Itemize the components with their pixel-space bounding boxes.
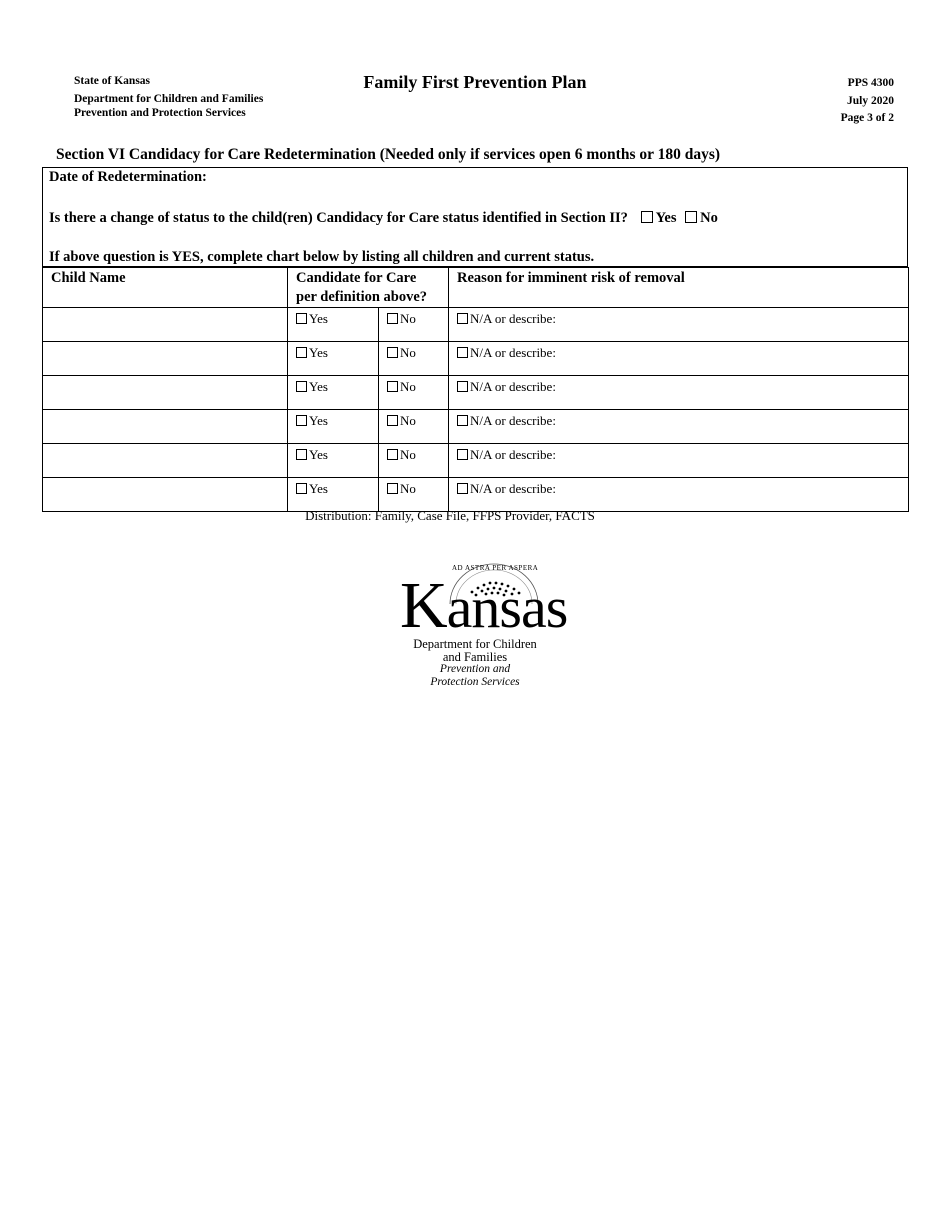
logo-subtitle	[390, 638, 560, 688]
candidate-header	[288, 268, 449, 308]
reason-cell[interactable]	[449, 410, 909, 444]
checkbox-icon[interactable]	[387, 347, 398, 358]
logo-word: ansas	[446, 575, 568, 640]
checkbox-icon[interactable]	[457, 381, 468, 392]
candidate-yes-cell[interactable]	[288, 342, 379, 376]
child-name-cell[interactable]	[43, 376, 288, 410]
no-label: No	[400, 481, 416, 496]
table-row	[43, 342, 909, 376]
status-no-checkbox[interactable]	[685, 211, 697, 223]
checkbox-icon[interactable]	[457, 449, 468, 460]
reason-cell[interactable]	[449, 444, 909, 478]
status-change-question	[49, 210, 718, 227]
logo-line1: Department for Children	[413, 637, 537, 651]
header-form-info	[841, 75, 894, 128]
checkbox-icon[interactable]	[387, 313, 398, 324]
checkbox-icon[interactable]	[296, 347, 307, 358]
reason-label: N/A or describe:	[470, 379, 556, 394]
yes-label: Yes	[309, 345, 328, 360]
logo-k: K	[400, 569, 447, 642]
candidate-no-cell[interactable]	[379, 410, 449, 444]
page-number: Page 3 of 2	[840, 112, 894, 124]
yes-label: Yes	[309, 413, 328, 428]
candidate-yes-cell[interactable]	[288, 376, 379, 410]
yes-label: Yes	[309, 447, 328, 462]
checkbox-icon[interactable]	[387, 483, 398, 494]
table-row	[43, 376, 909, 410]
form-number: PPS 4300	[847, 77, 894, 89]
checkbox-icon[interactable]	[296, 381, 307, 392]
child-name-cell[interactable]	[43, 308, 288, 342]
status-yes-checkbox[interactable]	[641, 211, 653, 223]
header-state: State of Kansas	[74, 75, 151, 87]
no-label: No	[400, 311, 416, 326]
section-title: Section VI Candidacy for Care Redetermination (Needed only if services open 6 months or 180 days)	[56, 146, 721, 163]
header-division: Prevention and Protection Services	[74, 107, 246, 119]
checkbox-icon[interactable]	[387, 381, 398, 392]
reason-label: N/A or describe:	[470, 413, 556, 428]
checkbox-icon[interactable]	[457, 313, 468, 324]
table-header-row	[43, 268, 909, 308]
child-name-cell[interactable]	[43, 410, 288, 444]
checkbox-icon[interactable]	[296, 483, 307, 494]
distribution-note: Distribution: Family, Case File, FFPS Provider, FACTS	[305, 508, 595, 523]
redetermination-box	[42, 167, 908, 267]
logo-line2: and Families	[442, 649, 508, 664]
header-department: Department for Children and Families	[74, 93, 264, 105]
child-name-cell[interactable]	[43, 478, 288, 512]
form-date: July 2020	[847, 94, 894, 107]
yes-label: Yes	[309, 311, 328, 326]
question-text: Is there a change of status to the child(ren) Candidacy for Care status identified in Section II?	[49, 210, 628, 226]
checkbox-icon[interactable]	[387, 449, 398, 460]
yes-label: Yes	[309, 481, 328, 496]
reason-cell[interactable]	[449, 478, 909, 512]
checkbox-icon[interactable]	[387, 415, 398, 426]
candidate-yes-cell[interactable]	[288, 410, 379, 444]
table-row	[43, 410, 909, 444]
candidate-no-cell[interactable]	[379, 478, 449, 512]
instruction-text: If above question is YES, complete chart below by listing all children and current status.	[49, 249, 595, 265]
reason-label: N/A or describe:	[470, 345, 556, 360]
children-table	[42, 267, 909, 512]
checkbox-icon[interactable]	[457, 483, 468, 494]
child-name-cell[interactable]	[43, 342, 288, 376]
no-label: No	[400, 345, 416, 360]
kansas-dcf-logo	[390, 562, 568, 692]
checkbox-icon[interactable]	[296, 449, 307, 460]
table-row	[43, 478, 909, 512]
table-row	[43, 444, 909, 478]
checkbox-icon[interactable]	[296, 415, 307, 426]
child-name-cell[interactable]	[43, 444, 288, 478]
reason-label: N/A or describe:	[470, 447, 556, 462]
reason-cell[interactable]	[449, 342, 909, 376]
date-of-redetermination-label[interactable]: Date of Redetermination:	[49, 169, 207, 185]
candidate-yes-cell[interactable]	[288, 308, 379, 342]
reason-label: N/A or describe:	[470, 481, 556, 496]
candidate-yes-cell[interactable]	[288, 478, 379, 512]
logo-motto: AD ASTRA PER ASPERA	[452, 564, 539, 572]
candidate-yes-cell[interactable]	[288, 444, 379, 478]
checkbox-icon[interactable]	[296, 313, 307, 324]
reason-header: Reason for imminent risk of removal	[449, 268, 909, 308]
child-name-header: Child Name	[43, 268, 288, 308]
candidate-no-cell[interactable]	[379, 444, 449, 478]
candidate-header-line1: Candidate for Care	[296, 270, 417, 286]
candidate-no-cell[interactable]	[379, 342, 449, 376]
yes-label: Yes	[309, 379, 328, 394]
reason-cell[interactable]	[449, 376, 909, 410]
candidate-header-line2: per definition above?	[296, 289, 428, 305]
logo-line4: Protection Services	[430, 675, 520, 688]
no-label: No	[400, 447, 416, 462]
candidate-no-cell[interactable]	[379, 376, 449, 410]
status-no-label: No	[700, 210, 718, 226]
no-label: No	[400, 379, 416, 394]
no-label: No	[400, 413, 416, 428]
candidate-no-cell[interactable]	[379, 308, 449, 342]
logo-wordmark	[400, 569, 568, 642]
checkbox-icon[interactable]	[457, 347, 468, 358]
status-yes-label: Yes	[655, 210, 677, 226]
checkbox-icon[interactable]	[457, 415, 468, 426]
page-title: Family First Prevention Plan	[363, 72, 587, 92]
logo-line3: Prevention and	[439, 663, 511, 675]
reason-label: N/A or describe:	[470, 311, 556, 326]
table-row	[43, 308, 909, 342]
reason-cell[interactable]	[449, 308, 909, 342]
